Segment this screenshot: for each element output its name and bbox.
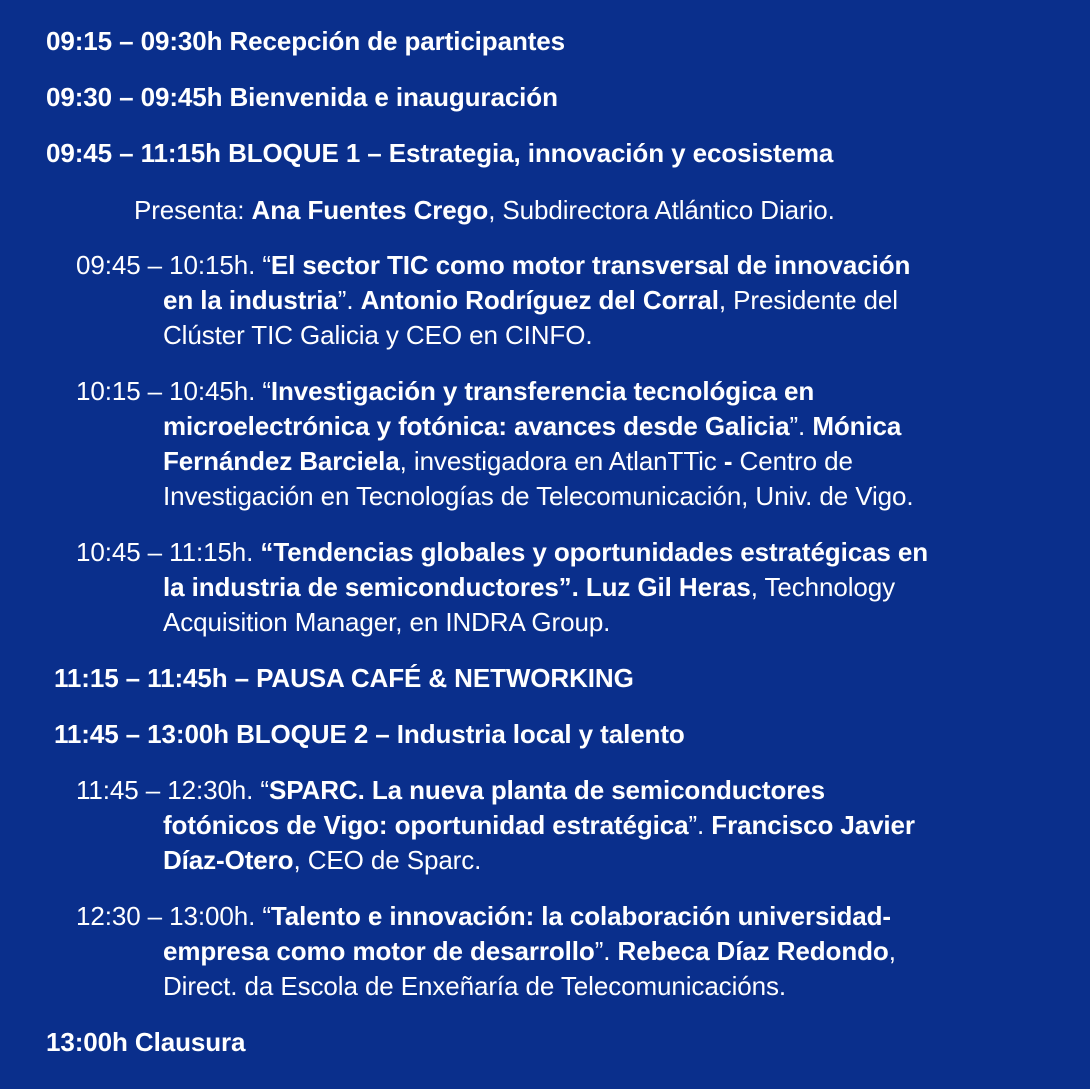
- talk1-role: , Presidente del: [718, 285, 898, 315]
- talk4-line3: [163, 843, 481, 877]
- talk3-title-speaker: la industria de semiconductores”. Luz Gil Heras: [163, 572, 751, 602]
- talk4-time: 11:45 – 12:30h. “: [76, 775, 269, 805]
- talk2-title: Investigación y transferencia tecnológica en: [270, 376, 815, 406]
- talk1-line3: Clúster TIC Galicia y CEO en CINFO.: [163, 320, 593, 350]
- talk5-quote-close: ”.: [594, 936, 618, 966]
- talk2-time: 10:15 – 10:45h. “: [76, 376, 271, 406]
- talk3-role: , Technology: [750, 572, 896, 602]
- talk4-title-cont: fotónicos de Vigo: oportunidad estratégica: [163, 810, 689, 840]
- talk2-title-cont: microelectrónica y fotónica: avances desde Galicia: [163, 411, 790, 441]
- talk4-quote-close: ”.: [688, 810, 712, 840]
- talk5-speaker: Rebeca Díaz Redondo: [617, 936, 889, 966]
- agenda-item-closing: 13:00h Clausura: [46, 1027, 246, 1057]
- talk2-speaker-cont: Fernández Barciela: [163, 446, 400, 476]
- talk4-title: SPARC. La nueva planta de semiconductores: [268, 775, 825, 805]
- talk3-line3: Acquisition Manager, en INDRA Group.: [163, 607, 611, 637]
- talk2-line3: [163, 444, 853, 478]
- talk1-title-cont: en la industria: [163, 285, 338, 315]
- talk5-comma: ,: [888, 936, 896, 966]
- talk5-time: 12:30 – 13:00h. “: [76, 901, 271, 931]
- talk2-dash: -: [723, 446, 733, 476]
- talk2-role: , investigadora en AtlanTTic: [399, 446, 724, 476]
- talk5-title: Talento e innovación: la colaboración universidad-: [270, 901, 891, 931]
- agenda-item-reception: 09:15 – 09:30h Recepción de participantes: [46, 26, 566, 56]
- talk1-speaker: Antonio Rodríguez del Corral: [360, 285, 719, 315]
- talk4-role: , CEO de Sparc.: [293, 845, 482, 875]
- presenter-role: , Subdirectora Atlántico Diario.: [488, 195, 835, 225]
- talk4-line2: [163, 808, 915, 842]
- talk2-line1: [76, 374, 814, 408]
- block2-heading: 11:45 – 13:00h BLOQUE 2 – Industria local y talento: [54, 719, 685, 749]
- talk3-line2: [163, 570, 895, 604]
- presenter-name: Ana Fuentes Crego: [251, 195, 489, 225]
- talk3-title: “Tendencias globales y oportunidades estratégicas en: [260, 537, 929, 567]
- agenda-item-break: 11:15 – 11:45h – PAUSA CAFÉ & NETWORKING: [54, 663, 634, 693]
- talk1-line2: [163, 283, 898, 317]
- talk5-line1: [76, 899, 891, 933]
- block1-presenter: [134, 193, 835, 227]
- agenda-item-welcome: 09:30 – 09:45h Bienvenida e inauguración: [46, 82, 558, 112]
- talk2-line2: [163, 409, 901, 443]
- talk4-speaker: Francisco Javier: [711, 810, 915, 840]
- talk5-line2: [163, 934, 896, 968]
- talk3-line1: [76, 535, 928, 569]
- talk1-quote-close: ”.: [337, 285, 361, 315]
- talk2-speaker: Mónica: [812, 411, 902, 441]
- talk3-time: 10:45 – 11:15h.: [76, 537, 261, 567]
- talk1-time: 09:45 – 10:15h. “: [76, 250, 271, 280]
- block1-heading: 09:45 – 11:15h BLOQUE 1 – Estrategia, innovación y ecosistema: [46, 138, 834, 168]
- talk4-line1: [76, 773, 825, 807]
- talk1-line1: [76, 248, 910, 282]
- talk2-quote-close: ”.: [789, 411, 813, 441]
- talk1-title: El sector TIC como motor transversal de innovación: [270, 250, 911, 280]
- talk4-speaker-cont: Díaz-Otero: [163, 845, 294, 875]
- talk2-line4: Investigación en Tecnologías de Telecomunicación, Univ. de Vigo.: [163, 481, 914, 511]
- presenter-prefix: Presenta:: [134, 195, 252, 225]
- talk5-line3: Direct. da Escola de Enxeñaría de Telecomunicacións.: [163, 971, 787, 1001]
- talk2-role-cont: Centro de: [732, 446, 853, 476]
- talk5-title-cont: empresa como motor de desarrollo: [163, 936, 595, 966]
